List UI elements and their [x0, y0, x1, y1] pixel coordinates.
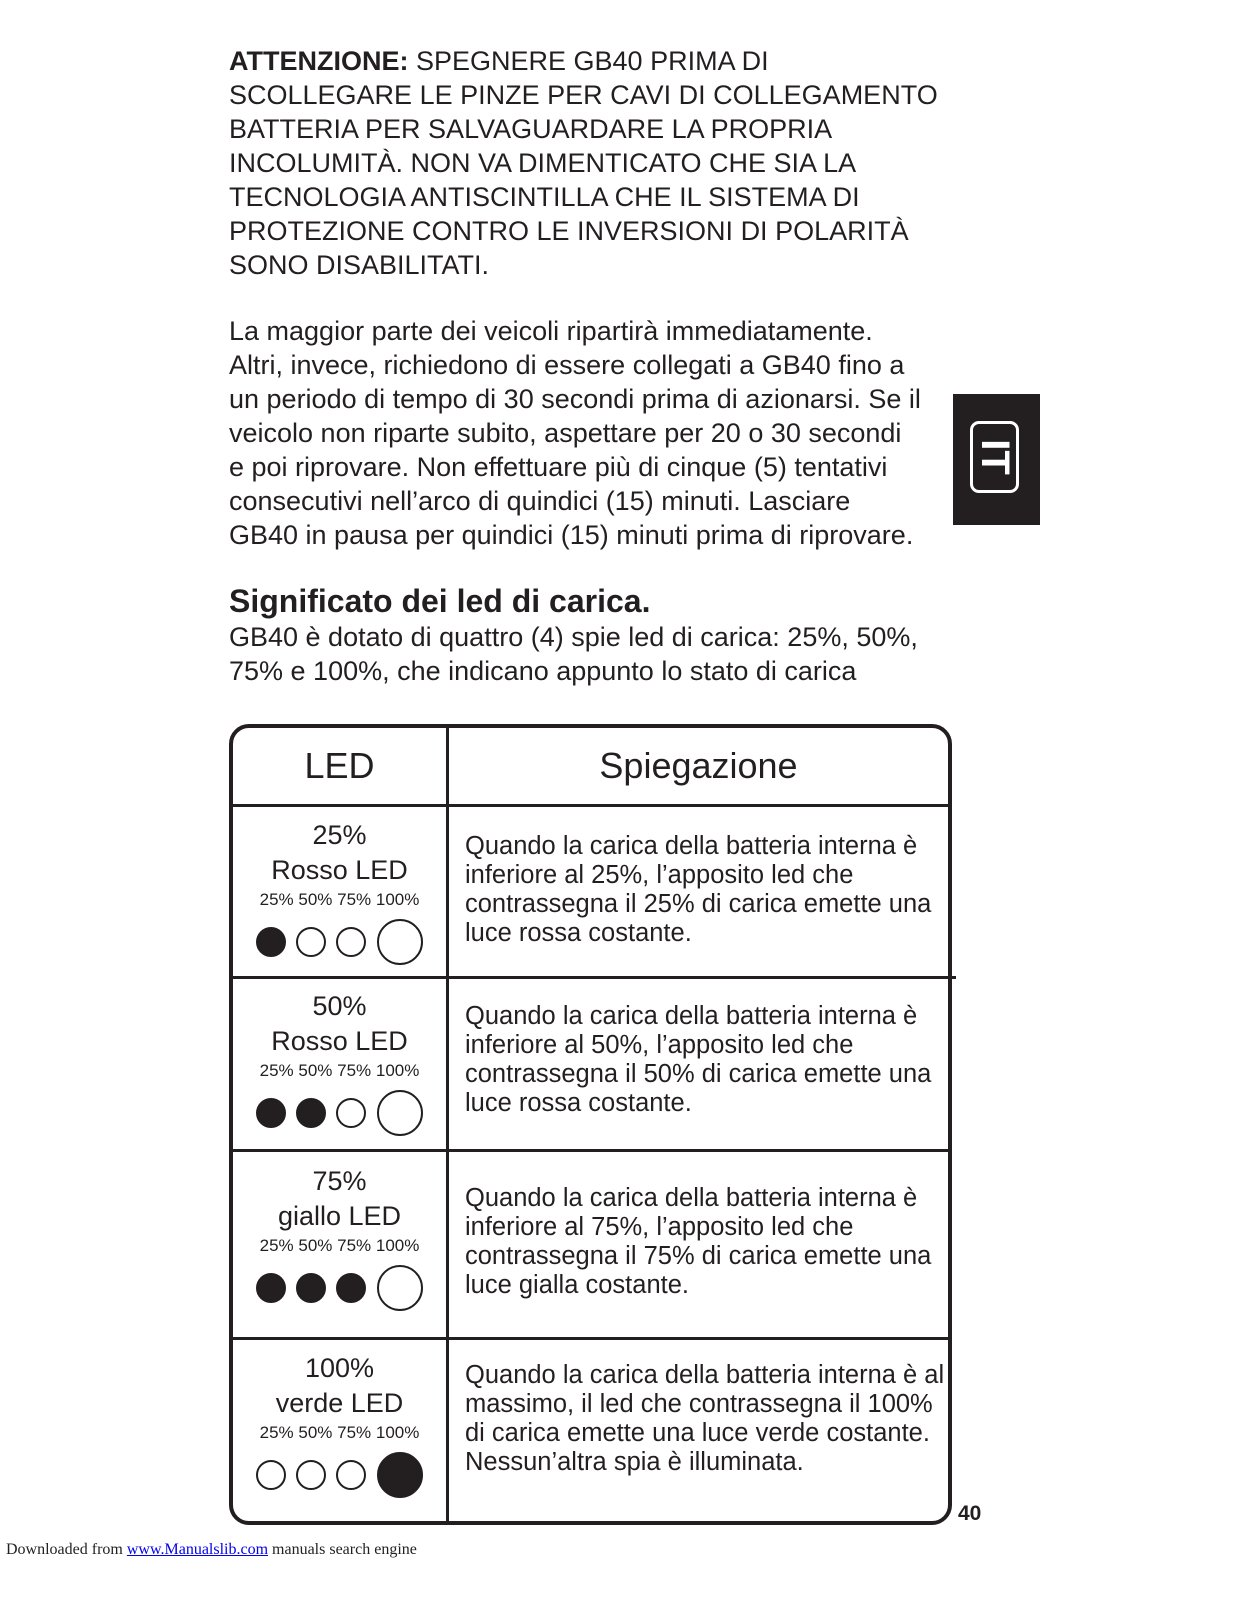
footer-suffix: manuals search engine: [268, 1541, 417, 1558]
led-dot-50: [296, 1273, 326, 1303]
led-indicator-row: [233, 1264, 446, 1312]
led-indicator-row: [233, 918, 446, 966]
led-dot-25: [256, 1273, 286, 1303]
section-heading: Significato dei led di carica.: [229, 583, 651, 619]
table-row-divider: [233, 1149, 948, 1152]
led-table: [229, 724, 952, 1525]
led-indicator-row: [233, 1089, 446, 1137]
table-row-divider: [233, 976, 956, 979]
led-explanation: Quando la carica della batteria interna è inferiore al 50%, l’apposito led che contrassegna il 50% di carica emette una luce rossa costante.: [465, 1002, 932, 1117]
table-row: [233, 1351, 446, 1499]
led-dot-25: [256, 1460, 286, 1490]
led-scale-label: 25% 50% 75% 100%: [259, 1236, 420, 1255]
footer-prefix: Downloaded from: [6, 1541, 127, 1558]
restart-instructions-paragraph: La maggior parte dei veicoli ripartirà immediatamente. Altri, invece, richiedono di essere collegati a GB40 fino a un periodo di tempo di 30 secondi prima di azionarsi. Se il veicolo non riparte subito, aspettare per 20 o 30 secondi e poi riprovare. Non effettuare più di cinque (5) tentativi consecutivi nell’arco di quindici (15) minuti. Lasciare GB40 in pausa per quindici (15) minuti prima di riprovare.: [229, 316, 921, 550]
page-number: 40: [958, 1502, 982, 1525]
led-percent: 75%: [312, 1166, 367, 1196]
led-indicator-row: [233, 1451, 446, 1499]
led-name: giallo LED: [277, 1201, 402, 1231]
language-code: IT: [972, 439, 1017, 475]
led-dot-75: [336, 1460, 366, 1490]
led-dot-75: [336, 927, 366, 957]
table-row: [233, 989, 446, 1137]
table-row: [233, 818, 446, 966]
manualslib-link[interactable]: www.Manualslib.com: [126, 1541, 269, 1558]
led-dot-100: [377, 1090, 423, 1136]
led-name: Rosso LED: [271, 1026, 408, 1056]
table-header-led: LED: [304, 745, 375, 786]
led-dot-100: [377, 919, 423, 965]
table-row-divider: [233, 804, 948, 807]
led-dot-50: [296, 1098, 326, 1128]
led-name: verde LED: [275, 1388, 404, 1418]
led-name: Rosso LED: [271, 855, 408, 885]
led-scale-label: 25% 50% 75% 100%: [259, 1423, 420, 1442]
warning-paragraph: [229, 44, 969, 282]
led-scale-label: 25% 50% 75% 100%: [259, 1061, 420, 1080]
led-percent: 50%: [312, 991, 367, 1021]
table-row: [233, 1164, 446, 1312]
download-footer: [6, 1541, 417, 1559]
led-dot-75: [336, 1273, 366, 1303]
warning-text: SPEGNERE GB40 PRIMA DI SCOLLEGARE LE PINZE PER CAVI DI COLLEGAMENTO BATTERIA PER SALVAGUARDARE LA PROPRIA INCOLUMITÀ. NON VA DIMENTICATO CHE SIA LA TECNOLOGIA ANTISCINTILLA CHE IL SISTEMA DI PROTEZIONE CONTRO LE INVERSIONI DI POLARITÀ SONO DISABILITATI.: [229, 46, 938, 280]
led-dot-25: [256, 1098, 286, 1128]
led-explanation: Quando la carica della batteria interna è inferiore al 25%, l’apposito led che contrassegna il 25% di carica emette una luce rossa costante.: [465, 832, 932, 947]
led-explanation: Quando la carica della batteria interna è inferiore al 75%, l’apposito led che contrassegna il 75% di carica emette una luce gialla costante.: [465, 1184, 932, 1299]
language-badge: [970, 421, 1019, 493]
table-column-divider: [446, 728, 449, 1521]
warning-label: ATTENZIONE:: [229, 46, 409, 76]
led-dot-75: [336, 1098, 366, 1128]
table-row-divider: [233, 1337, 948, 1340]
language-tab: [953, 394, 1040, 525]
led-dot-100: [377, 1265, 423, 1311]
led-percent: 100%: [304, 1353, 375, 1383]
section-intro: GB40 è dotato di quattro (4) spie led di carica: 25%, 50%, 75% e 100%, che indicano appunto lo stato di carica: [229, 622, 918, 686]
led-dot-50: [296, 927, 326, 957]
led-percent: 25%: [312, 820, 367, 850]
led-dot-100: [377, 1452, 423, 1498]
table-header-explanation: Spiegazione: [599, 745, 798, 786]
led-dot-25: [256, 927, 286, 957]
led-scale-label: 25% 50% 75% 100%: [259, 890, 420, 909]
led-explanation: Quando la carica della batteria interna è al massimo, il led che contrassegna il 100% di carica emette una luce verde costante. Nessun’altra spia è illuminata.: [465, 1361, 945, 1476]
led-dot-50: [296, 1460, 326, 1490]
